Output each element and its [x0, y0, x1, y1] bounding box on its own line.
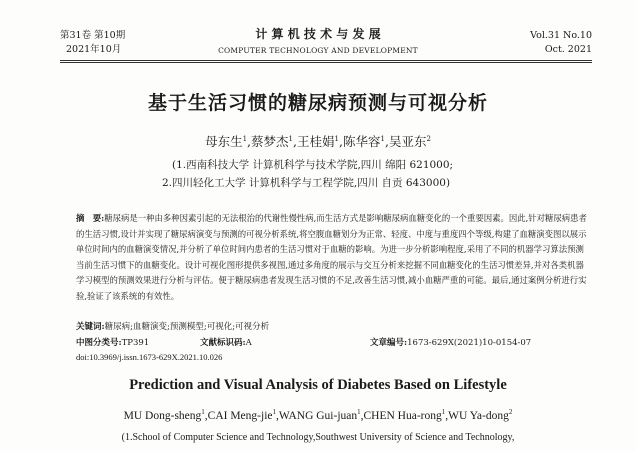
header-volume-issue: 第31卷 第10期: [60, 30, 126, 41]
doi: doi:10.3969/j.issn.1673-629X.2021.10.026: [76, 352, 223, 362]
document-code: 文献标识码:A: [200, 338, 252, 348]
author-cn: 吴亚东$^2$: [388, 134, 431, 149]
header-rule-2: [60, 62, 592, 63]
classification-number: 中图分类号:TP391: [76, 338, 150, 348]
journal-title-en: COMPUTER TECHNOLOGY AND DEVELOPMENT: [218, 46, 418, 55]
author-en: CHEN Hua-rong$^1$: [363, 408, 446, 422]
keywords-text: 糖尿病;血糖演变;预测模型;可视化;可视分析: [104, 322, 270, 332]
authors-cn: 母东生$^1$,蔡梦杰$^1$,王桂娟$^1$,陈华容$^1$,吴亚东$^2$: [205, 134, 431, 149]
authors-en: MU Dong-sheng$^1$,CAI Meng-jie$^1$,WANG Gui-juan$^1$,CHEN Hua-rong$^1$,WU Ya-dong$^2$: [123, 408, 513, 422]
header-date: 2021年10月: [66, 44, 122, 55]
author-en: WU Ya-dong$^2$: [448, 408, 513, 422]
author-en: MU Dong-sheng$^1$: [123, 408, 205, 422]
author-cn: 蔡梦杰$^1$: [251, 134, 294, 149]
affiliation-cn-2: 2.四川轻化工大学 计算机科学与工程学院,四川 自贡 643000): [162, 177, 451, 189]
author-cn: 母东生$^1$: [205, 134, 248, 149]
article-number: 文章编号:1673-629X(2021)10-0154-07: [370, 338, 532, 348]
keywords: [76, 320, 269, 332]
affiliation-cn-1: (1.西南科技大学 计算机科学与技术学院,四川 绵阳 621000;: [172, 159, 454, 171]
abstract-text: 糖尿病是一种由多种因素引起的无法根治的代谢性慢性病,而生活方式是影响糖尿病血糖变化的一个重要因素。因此,针对糖尿病患者的生活习惯,设计并实现了糖尿病演变与预测的可视分析系统,将空腹血糖划分为正常、轻度、中度与重度四个等级,构建了血糖演变图以展示单位时间内的血糖演变情况,并分析了单位时间内患者的生活习惯对于血糖的影响。为进一步分析影响程度,采用了不同的机器学习算法预测当前生活习惯下的血糖变化。设计可视化图形提供多视图,通过多角度的展示与交互分析来挖掘不同血糖变化的生活习惯差异,并对各类机器学习模型的预测效果进行分析与评估。便于糖尿病患者发现生活习惯的不足,改善生活习惯,减小血糖严重的可能。最后,通过案例分析进行实验,验证了该系统的有效性。: [76, 213, 587, 301]
abstract: [76, 211, 592, 305]
paper-title-cn: 基于生活习惯的糖尿病预测与可视分析: [147, 92, 488, 114]
journal-title-cn: 计 算 机 技 术 与 发 展: [255, 27, 381, 41]
author-en: CAI Meng-jie$^1$: [207, 408, 276, 422]
abstract-label: 摘 要:: [76, 213, 105, 223]
author-en: WANG Gui-juan$^1$: [278, 408, 361, 422]
keywords-label: 关键词:: [76, 322, 105, 332]
author-cn: 王桂娟$^1$: [297, 134, 339, 149]
header-rule: [60, 60, 592, 61]
author-cn: 陈华容$^1$: [342, 134, 385, 149]
header-vol-no-en: Vol.31 No.10: [530, 30, 592, 41]
paper-title-en: Prediction and Visual Analysis of Diabetes Based on Lifestyle: [129, 377, 507, 393]
header-date-en: Oct. 2021: [544, 44, 592, 55]
affiliation-en: (1.School of Computer Science and Technology,Southwest University of Science and Technology,: [121, 432, 515, 443]
